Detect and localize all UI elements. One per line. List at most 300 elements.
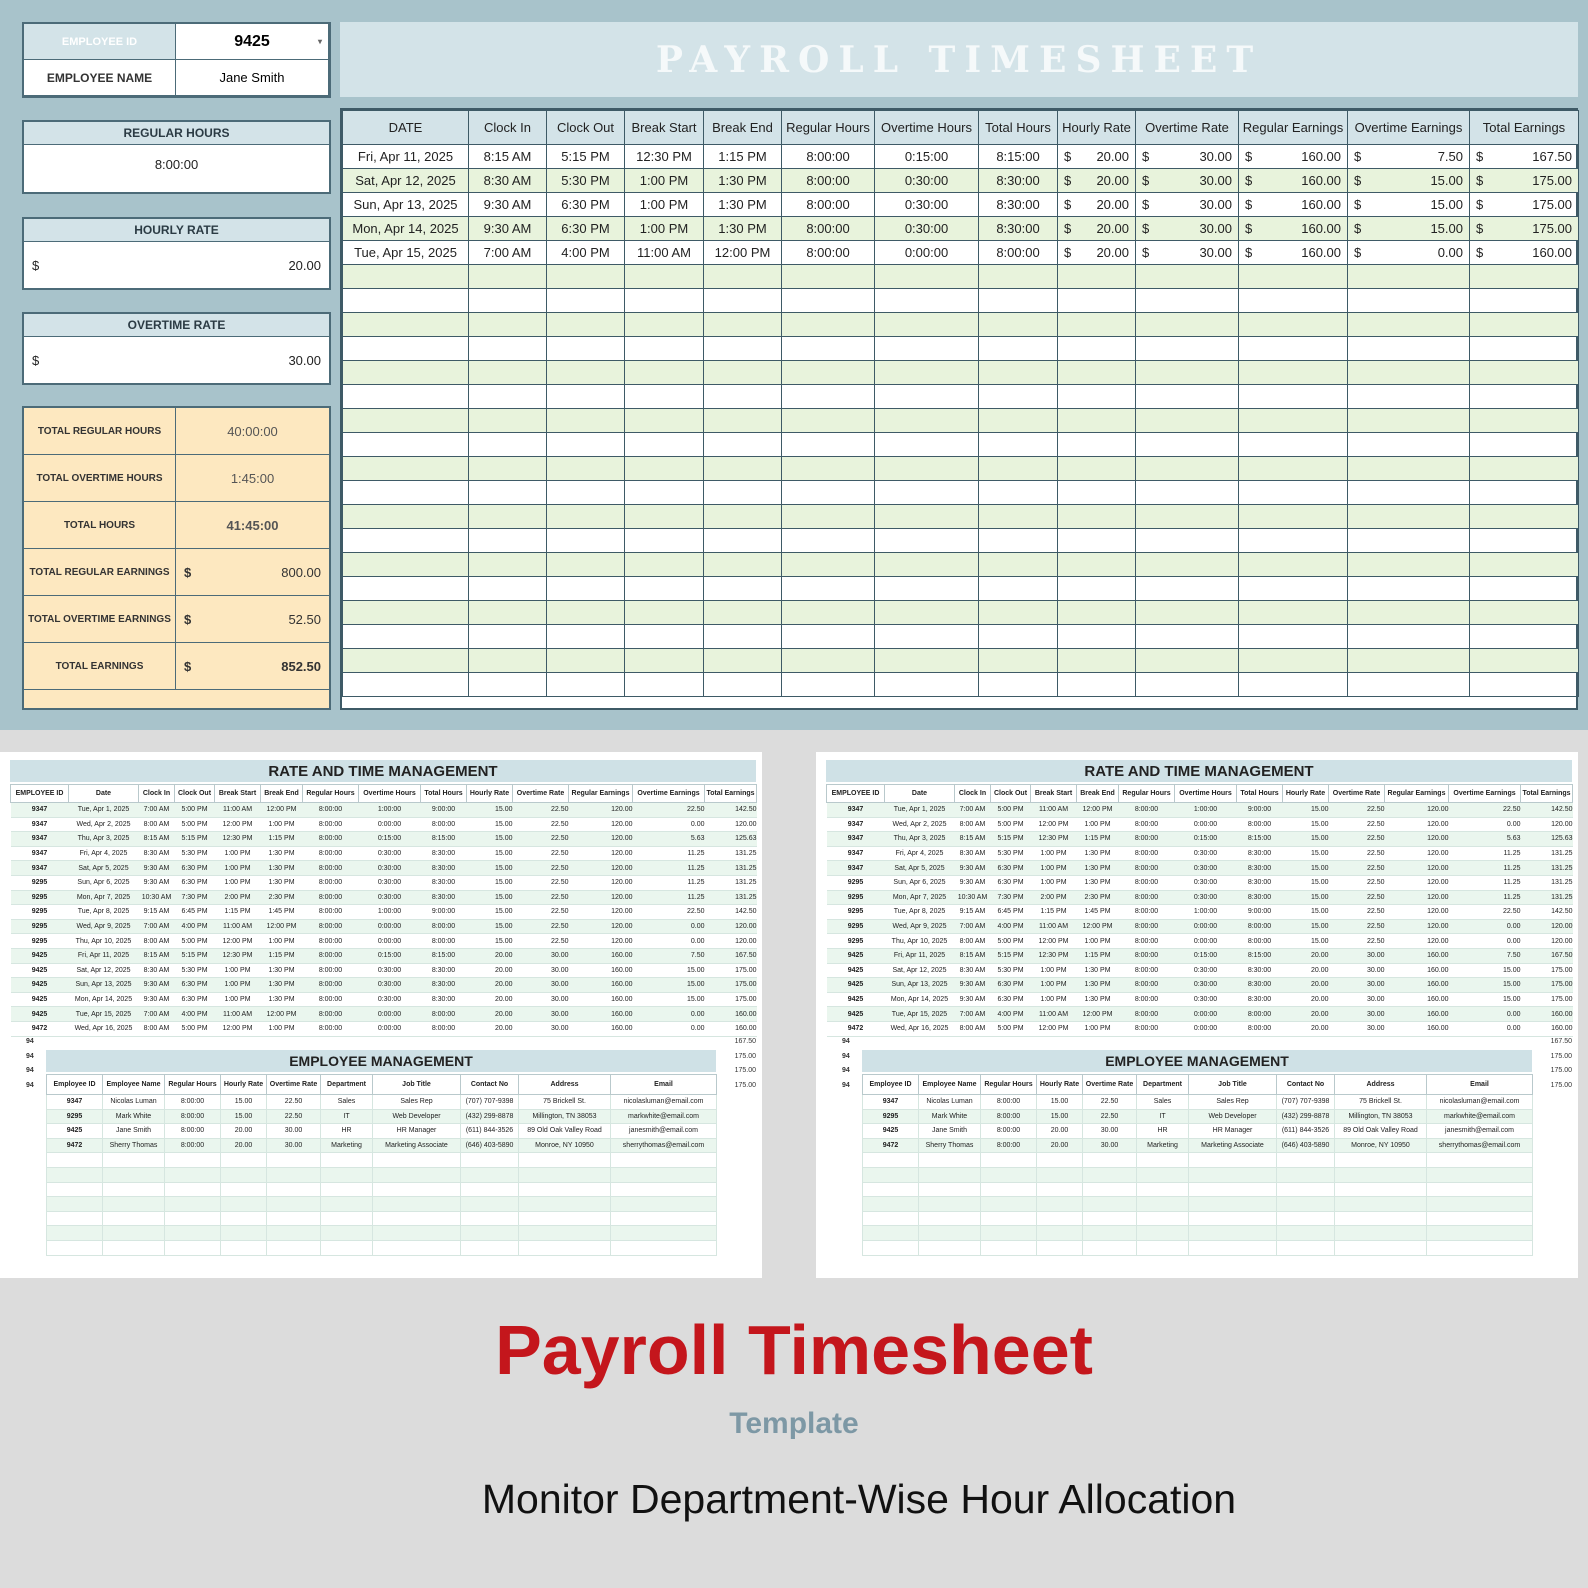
- table-cell[interactable]: 175.00: [705, 963, 757, 978]
- table-cell[interactable]: [1470, 625, 1579, 649]
- table-cell[interactable]: 11.25: [633, 861, 705, 876]
- table-cell[interactable]: 9295: [827, 890, 885, 905]
- table-cell[interactable]: [875, 577, 979, 601]
- table-cell[interactable]: janesmith@email.com: [611, 1124, 717, 1139]
- table-cell[interactable]: [625, 649, 704, 673]
- table-cell[interactable]: [1348, 265, 1470, 289]
- table-cell[interactable]: [1239, 265, 1348, 289]
- table-cell[interactable]: [1239, 433, 1348, 457]
- table-cell[interactable]: 1:30 PM: [261, 992, 303, 1007]
- table-cell[interactable]: [47, 1182, 103, 1197]
- table-cell[interactable]: 9:30 AM: [139, 875, 175, 890]
- table-cell[interactable]: [863, 1182, 919, 1197]
- table-cell[interactable]: 160.00: [1385, 963, 1449, 978]
- table-cell[interactable]: 15.00: [467, 890, 513, 905]
- table-cell[interactable]: 20.00: [1283, 978, 1329, 993]
- table-cell[interactable]: [919, 1182, 981, 1197]
- table-cell[interactable]: [1348, 529, 1470, 553]
- table-cell[interactable]: 1:30 PM: [704, 217, 782, 241]
- table-cell[interactable]: [547, 649, 625, 673]
- table-cell[interactable]: 0:00:00: [359, 919, 421, 934]
- table-cell[interactable]: [1348, 625, 1470, 649]
- table-cell[interactable]: 2:00 PM: [215, 890, 261, 905]
- table-cell[interactable]: 120.00: [1385, 919, 1449, 934]
- table-cell[interactable]: Wed, Apr 9, 2025: [69, 919, 139, 934]
- table-cell[interactable]: 1:30 PM: [1077, 846, 1119, 861]
- table-cell[interactable]: 15.00: [1283, 905, 1329, 920]
- table-cell[interactable]: 22.50: [513, 803, 569, 818]
- table-cell[interactable]: 1:00 PM: [1031, 978, 1077, 993]
- table-cell[interactable]: 9425: [11, 992, 69, 1007]
- table-cell[interactable]: 8:15 AM: [139, 948, 175, 963]
- table-cell[interactable]: HR: [321, 1124, 373, 1139]
- table-cell[interactable]: 15.00: [1037, 1095, 1083, 1110]
- table-cell[interactable]: 0:00:00: [359, 1021, 421, 1036]
- table-cell[interactable]: 15.00: [633, 978, 705, 993]
- table-cell[interactable]: 5:30 PM: [175, 963, 215, 978]
- table-cell[interactable]: 5:00 PM: [991, 934, 1031, 949]
- table-cell[interactable]: [1136, 409, 1239, 433]
- table-cell[interactable]: [1239, 145, 1348, 169]
- table-cell[interactable]: [981, 1182, 1037, 1197]
- table-cell[interactable]: 8:00:00: [782, 241, 875, 265]
- table-cell[interactable]: [547, 553, 625, 577]
- table-cell[interactable]: IT: [1137, 1109, 1189, 1124]
- table-cell[interactable]: [1239, 529, 1348, 553]
- table-cell[interactable]: 6:30 PM: [175, 861, 215, 876]
- table-cell[interactable]: Mon, Apr 14, 2025: [885, 992, 955, 1007]
- table-cell[interactable]: [863, 1226, 919, 1241]
- table-cell[interactable]: [1239, 169, 1348, 193]
- column-header[interactable]: Clock Out: [547, 111, 625, 145]
- table-cell[interactable]: 8:00:00: [303, 890, 359, 905]
- table-cell[interactable]: Sales: [1137, 1095, 1189, 1110]
- table-cell[interactable]: [1189, 1226, 1277, 1241]
- table-cell[interactable]: 8:00:00: [981, 1138, 1037, 1153]
- table-cell[interactable]: Mon, Apr 7, 2025: [69, 890, 139, 905]
- table-cell[interactable]: [1137, 1197, 1189, 1212]
- table-cell[interactable]: 175.00: [1521, 963, 1573, 978]
- table-cell[interactable]: [1277, 1240, 1335, 1255]
- table-cell[interactable]: 8:30 AM: [955, 963, 991, 978]
- table-cell[interactable]: [782, 601, 875, 625]
- table-cell[interactable]: [165, 1153, 221, 1168]
- table-cell[interactable]: 175.00: [705, 992, 757, 1007]
- table-cell[interactable]: 9:00:00: [1237, 905, 1283, 920]
- column-header[interactable]: Regular Earnings: [569, 785, 633, 803]
- table-cell[interactable]: 12:30 PM: [215, 948, 261, 963]
- column-header[interactable]: Hourly Rate: [1058, 111, 1136, 145]
- table-cell[interactable]: [1137, 1211, 1189, 1226]
- table-cell[interactable]: 120.00: [569, 919, 633, 934]
- table-cell[interactable]: 8:30 AM: [139, 846, 175, 861]
- table-cell[interactable]: Sun, Apr 13, 2025: [69, 978, 139, 993]
- table-cell[interactable]: 8:00:00: [303, 861, 359, 876]
- table-cell[interactable]: 8:15:00: [421, 948, 467, 963]
- table-cell[interactable]: 22.50: [1329, 875, 1385, 890]
- table-cell[interactable]: Mon, Apr 7, 2025: [885, 890, 955, 905]
- table-cell[interactable]: 120.00: [569, 803, 633, 818]
- table-cell[interactable]: 0:30:00: [1175, 875, 1237, 890]
- table-cell[interactable]: [611, 1167, 717, 1182]
- table-cell[interactable]: [267, 1167, 321, 1182]
- table-cell[interactable]: 9:30 AM: [955, 978, 991, 993]
- table-cell[interactable]: 20.00: [1283, 948, 1329, 963]
- table-cell[interactable]: [1058, 385, 1136, 409]
- table-cell[interactable]: 1:00 PM: [625, 169, 704, 193]
- table-cell[interactable]: 167.50: [1521, 948, 1573, 963]
- table-cell[interactable]: 12:00 PM: [704, 241, 782, 265]
- table-cell[interactable]: (432) 299-8878: [461, 1109, 519, 1124]
- table-cell[interactable]: [1136, 649, 1239, 673]
- table-cell[interactable]: [1335, 1182, 1427, 1197]
- table-cell[interactable]: 120.00: [1521, 934, 1573, 949]
- column-header[interactable]: DATE: [343, 111, 469, 145]
- column-header[interactable]: Break Start: [1031, 785, 1077, 803]
- table-cell[interactable]: [875, 457, 979, 481]
- table-cell[interactable]: (611) 844-3526: [1277, 1124, 1335, 1139]
- table-cell[interactable]: [1470, 385, 1579, 409]
- table-cell[interactable]: 22.50: [513, 905, 569, 920]
- table-cell[interactable]: Web Developer: [1189, 1109, 1277, 1124]
- table-cell[interactable]: Sales: [321, 1095, 373, 1110]
- column-header[interactable]: Break End: [1077, 785, 1119, 803]
- table-cell[interactable]: [373, 1240, 461, 1255]
- table-cell[interactable]: [1277, 1197, 1335, 1212]
- table-cell[interactable]: 0:30:00: [1175, 861, 1237, 876]
- table-cell[interactable]: [625, 409, 704, 433]
- table-cell[interactable]: 1:00 PM: [1077, 817, 1119, 832]
- table-cell[interactable]: 9347: [11, 817, 69, 832]
- column-header[interactable]: Regular Hours: [165, 1075, 221, 1095]
- table-cell[interactable]: 0.00: [1449, 934, 1521, 949]
- table-cell[interactable]: [1470, 577, 1579, 601]
- table-cell[interactable]: [704, 361, 782, 385]
- table-cell[interactable]: 22.50: [513, 846, 569, 861]
- table-cell[interactable]: [519, 1226, 611, 1241]
- table-cell[interactable]: [1427, 1240, 1533, 1255]
- table-cell[interactable]: 120.00: [569, 817, 633, 832]
- table-cell[interactable]: 5:30 PM: [175, 846, 215, 861]
- table-cell[interactable]: [547, 505, 625, 529]
- table-cell[interactable]: [1335, 1211, 1427, 1226]
- table-cell[interactable]: 30.00: [267, 1138, 321, 1153]
- table-cell[interactable]: 0.00: [633, 1021, 705, 1036]
- table-cell[interactable]: 89 Old Oak Valley Road: [1335, 1124, 1427, 1139]
- table-cell[interactable]: [611, 1211, 717, 1226]
- table-cell[interactable]: Fri, Apr 11, 2025: [69, 948, 139, 963]
- table-cell[interactable]: [863, 1211, 919, 1226]
- table-cell[interactable]: [1058, 361, 1136, 385]
- table-cell[interactable]: 22.50: [267, 1095, 321, 1110]
- table-cell[interactable]: [461, 1211, 519, 1226]
- table-cell[interactable]: [1136, 481, 1239, 505]
- table-cell[interactable]: [221, 1182, 267, 1197]
- table-cell[interactable]: 0:30:00: [1175, 978, 1237, 993]
- table-cell[interactable]: [547, 337, 625, 361]
- table-cell[interactable]: 0:00:00: [1175, 1021, 1237, 1036]
- table-cell[interactable]: 11:00 AM: [1031, 803, 1077, 818]
- table-cell[interactable]: (707) 707-9398: [461, 1095, 519, 1110]
- table-cell[interactable]: 120.00: [1521, 919, 1573, 934]
- table-cell[interactable]: [704, 481, 782, 505]
- table-cell[interactable]: 12:00 PM: [1031, 934, 1077, 949]
- table-cell[interactable]: 8:30:00: [979, 193, 1058, 217]
- table-cell[interactable]: [1136, 217, 1239, 241]
- table-cell[interactable]: [373, 1182, 461, 1197]
- table-cell[interactable]: 20.00: [1037, 1124, 1083, 1139]
- table-cell[interactable]: 22.50: [1329, 890, 1385, 905]
- table-cell[interactable]: 9295: [11, 905, 69, 920]
- regular-hours-value[interactable]: 8:00:00: [154, 157, 199, 172]
- table-cell[interactable]: [547, 481, 625, 505]
- table-cell[interactable]: 8:30 AM: [469, 169, 547, 193]
- table-cell[interactable]: [1239, 193, 1348, 217]
- table-cell[interactable]: 160.00: [1385, 948, 1449, 963]
- table-cell[interactable]: [1470, 145, 1579, 169]
- table-cell[interactable]: [625, 385, 704, 409]
- table-cell[interactable]: 30.00: [1329, 992, 1385, 1007]
- table-cell[interactable]: 30.00: [267, 1124, 321, 1139]
- table-cell[interactable]: [221, 1211, 267, 1226]
- table-cell[interactable]: [1136, 145, 1239, 169]
- table-cell[interactable]: 175.00: [705, 978, 757, 993]
- table-cell[interactable]: [1189, 1182, 1277, 1197]
- table-cell[interactable]: [863, 1153, 919, 1168]
- table-cell[interactable]: [519, 1211, 611, 1226]
- table-cell[interactable]: 9:15 AM: [955, 905, 991, 920]
- table-cell[interactable]: 160.00: [569, 948, 633, 963]
- table-cell[interactable]: Fri, Apr 11, 2025: [885, 948, 955, 963]
- table-cell[interactable]: 8:30:00: [421, 978, 467, 993]
- table-cell[interactable]: [1427, 1167, 1533, 1182]
- table-cell[interactable]: Mark White: [919, 1109, 981, 1124]
- table-cell[interactable]: 8:30:00: [421, 846, 467, 861]
- table-cell[interactable]: (432) 299-8878: [1277, 1109, 1335, 1124]
- table-cell[interactable]: [1137, 1153, 1189, 1168]
- table-cell[interactable]: 8:30:00: [421, 963, 467, 978]
- table-cell[interactable]: 1:30 PM: [1077, 978, 1119, 993]
- table-cell[interactable]: 8:00:00: [303, 948, 359, 963]
- table-cell[interactable]: 120.00: [569, 934, 633, 949]
- table-cell[interactable]: [1239, 457, 1348, 481]
- table-cell[interactable]: 1:00 PM: [215, 861, 261, 876]
- table-cell[interactable]: 9:30 AM: [139, 978, 175, 993]
- table-cell[interactable]: [1136, 361, 1239, 385]
- table-cell[interactable]: IT: [321, 1109, 373, 1124]
- table-cell[interactable]: 0:15:00: [359, 832, 421, 847]
- table-cell[interactable]: [1239, 409, 1348, 433]
- column-header[interactable]: Employee Name: [919, 1075, 981, 1095]
- table-cell[interactable]: [782, 625, 875, 649]
- table-cell[interactable]: 0:30:00: [1175, 890, 1237, 905]
- table-cell[interactable]: 0:30:00: [875, 193, 979, 217]
- column-header[interactable]: Regular Earnings: [1385, 785, 1449, 803]
- table-cell[interactable]: [321, 1211, 373, 1226]
- table-cell[interactable]: 1:15 PM: [1077, 832, 1119, 847]
- table-cell[interactable]: 131.25: [705, 846, 757, 861]
- table-cell[interactable]: 9472: [863, 1138, 919, 1153]
- table-cell[interactable]: 15.00: [1283, 846, 1329, 861]
- table-cell[interactable]: 0:30:00: [359, 992, 421, 1007]
- table-cell[interactable]: 10:30 AM: [139, 890, 175, 905]
- table-cell[interactable]: [1470, 289, 1579, 313]
- table-cell[interactable]: 8:00:00: [303, 803, 359, 818]
- table-cell[interactable]: [461, 1182, 519, 1197]
- table-cell[interactable]: 1:00 PM: [215, 846, 261, 861]
- table-cell[interactable]: 8:15:00: [1237, 832, 1283, 847]
- table-cell[interactable]: [1348, 577, 1470, 601]
- table-cell[interactable]: 1:00 PM: [261, 934, 303, 949]
- table-cell[interactable]: 0:30:00: [359, 846, 421, 861]
- table-cell[interactable]: 1:30 PM: [1077, 992, 1119, 1007]
- table-cell[interactable]: 0:00:00: [1175, 817, 1237, 832]
- table-cell[interactable]: [1470, 361, 1579, 385]
- table-cell[interactable]: 0.00: [1449, 817, 1521, 832]
- table-cell[interactable]: 9472: [11, 1021, 69, 1036]
- table-cell[interactable]: 7.50: [633, 948, 705, 963]
- table-cell[interactable]: 160.00: [1385, 992, 1449, 1007]
- table-cell[interactable]: 20.00: [467, 978, 513, 993]
- table-cell[interactable]: 5:15 PM: [175, 948, 215, 963]
- table-cell[interactable]: [1470, 529, 1579, 553]
- table-cell[interactable]: 125.63: [705, 832, 757, 847]
- table-cell[interactable]: [1239, 601, 1348, 625]
- table-cell[interactable]: [1137, 1226, 1189, 1241]
- table-cell[interactable]: 8:00:00: [1119, 832, 1175, 847]
- table-cell[interactable]: 8:30:00: [1237, 861, 1283, 876]
- table-cell[interactable]: Marketing: [321, 1138, 373, 1153]
- table-cell[interactable]: 2:30 PM: [1077, 890, 1119, 905]
- table-cell[interactable]: Tue, Apr 15, 2025: [69, 1007, 139, 1022]
- table-cell[interactable]: HR Manager: [1189, 1124, 1277, 1139]
- table-cell[interactable]: [47, 1153, 103, 1168]
- table-cell[interactable]: 8:30:00: [1237, 992, 1283, 1007]
- column-header[interactable]: Overtime Earnings: [1449, 785, 1521, 803]
- table-cell[interactable]: 8:00:00: [421, 1021, 467, 1036]
- table-cell[interactable]: [1137, 1182, 1189, 1197]
- table-cell[interactable]: [625, 625, 704, 649]
- table-cell[interactable]: 8:00:00: [1119, 817, 1175, 832]
- column-header[interactable]: Regular Hours: [303, 785, 359, 803]
- table-cell[interactable]: [1189, 1240, 1277, 1255]
- table-cell[interactable]: 0:00:00: [875, 241, 979, 265]
- table-cell[interactable]: 22.50: [1083, 1095, 1137, 1110]
- table-cell[interactable]: 142.50: [1521, 803, 1573, 818]
- column-header[interactable]: Total Earnings: [1521, 785, 1573, 803]
- table-cell[interactable]: [1335, 1167, 1427, 1182]
- table-cell[interactable]: [1239, 289, 1348, 313]
- table-cell[interactable]: 7:30 PM: [991, 890, 1031, 905]
- table-cell[interactable]: 0:15:00: [875, 145, 979, 169]
- table-cell[interactable]: 8:00:00: [303, 1007, 359, 1022]
- table-cell[interactable]: 11.25: [1449, 890, 1521, 905]
- table-cell[interactable]: [1335, 1153, 1427, 1168]
- table-cell[interactable]: 5.63: [1449, 832, 1521, 847]
- table-cell[interactable]: 8:00:00: [303, 846, 359, 861]
- table-cell[interactable]: 142.50: [705, 905, 757, 920]
- table-cell[interactable]: 8:30:00: [1237, 890, 1283, 905]
- column-header[interactable]: EMPLOYEE ID: [827, 785, 885, 803]
- table-cell[interactable]: 15.00: [467, 861, 513, 876]
- table-cell[interactable]: 8:00:00: [782, 169, 875, 193]
- table-cell[interactable]: [469, 673, 547, 697]
- table-cell[interactable]: [373, 1167, 461, 1182]
- column-header[interactable]: Hourly Rate: [1037, 1075, 1083, 1095]
- column-header[interactable]: Clock In: [955, 785, 991, 803]
- table-cell[interactable]: Thu, Apr 10, 2025: [885, 934, 955, 949]
- table-cell[interactable]: [1239, 673, 1348, 697]
- table-cell[interactable]: 1:15 PM: [1031, 905, 1077, 920]
- table-cell[interactable]: 9:30 AM: [469, 193, 547, 217]
- table-cell[interactable]: [469, 265, 547, 289]
- table-cell[interactable]: 7:00 AM: [139, 1007, 175, 1022]
- table-cell[interactable]: [875, 601, 979, 625]
- table-cell[interactable]: [1136, 193, 1239, 217]
- table-cell[interactable]: 131.25: [705, 861, 757, 876]
- table-cell[interactable]: 8:30 AM: [139, 963, 175, 978]
- table-cell[interactable]: 1:15 PM: [215, 905, 261, 920]
- table-cell[interactable]: [1136, 505, 1239, 529]
- table-cell[interactable]: 1:00 PM: [625, 193, 704, 217]
- table-cell[interactable]: [782, 481, 875, 505]
- table-cell[interactable]: 30.00: [1083, 1138, 1137, 1153]
- column-header[interactable]: Overtime Hours: [875, 111, 979, 145]
- table-cell[interactable]: [343, 337, 469, 361]
- table-cell[interactable]: [343, 385, 469, 409]
- table-cell[interactable]: [979, 673, 1058, 697]
- table-cell[interactable]: 8:15:00: [979, 145, 1058, 169]
- table-cell[interactable]: 12:00 PM: [215, 1021, 261, 1036]
- table-cell[interactable]: 22.50: [513, 817, 569, 832]
- table-cell[interactable]: [547, 265, 625, 289]
- table-cell[interactable]: 12:00 PM: [1077, 1007, 1119, 1022]
- table-cell[interactable]: [875, 481, 979, 505]
- table-cell[interactable]: [267, 1240, 321, 1255]
- table-cell[interactable]: 120.00: [569, 861, 633, 876]
- table-cell[interactable]: Tue, Apr 1, 2025: [69, 803, 139, 818]
- table-cell[interactable]: 22.50: [513, 875, 569, 890]
- table-cell[interactable]: 5:15 PM: [991, 832, 1031, 847]
- table-cell[interactable]: Jane Smith: [103, 1124, 165, 1139]
- table-cell[interactable]: 15.00: [1283, 817, 1329, 832]
- column-header[interactable]: Job Title: [1189, 1075, 1277, 1095]
- table-cell[interactable]: [1239, 649, 1348, 673]
- table-cell[interactable]: 8:00:00: [303, 919, 359, 934]
- table-cell[interactable]: [103, 1153, 165, 1168]
- table-cell[interactable]: [343, 361, 469, 385]
- table-cell[interactable]: 22.50: [1329, 803, 1385, 818]
- table-cell[interactable]: [1083, 1240, 1137, 1255]
- table-cell[interactable]: [343, 457, 469, 481]
- table-cell[interactable]: 8:00:00: [979, 241, 1058, 265]
- table-cell[interactable]: [267, 1153, 321, 1168]
- table-cell[interactable]: 8:30:00: [1237, 963, 1283, 978]
- table-cell[interactable]: [1058, 529, 1136, 553]
- table-cell[interactable]: 11:00 AM: [215, 803, 261, 818]
- table-cell[interactable]: 0:30:00: [359, 861, 421, 876]
- table-cell[interactable]: [704, 529, 782, 553]
- table-cell[interactable]: 9347: [11, 861, 69, 876]
- table-cell[interactable]: 9347: [11, 846, 69, 861]
- table-cell[interactable]: 15.00: [633, 992, 705, 1007]
- table-cell[interactable]: 4:00 PM: [991, 919, 1031, 934]
- table-cell[interactable]: 8:00:00: [1119, 890, 1175, 905]
- column-header[interactable]: Overtime Hours: [1175, 785, 1237, 803]
- table-cell[interactable]: [704, 553, 782, 577]
- table-cell[interactable]: [1427, 1182, 1533, 1197]
- table-cell[interactable]: [875, 313, 979, 337]
